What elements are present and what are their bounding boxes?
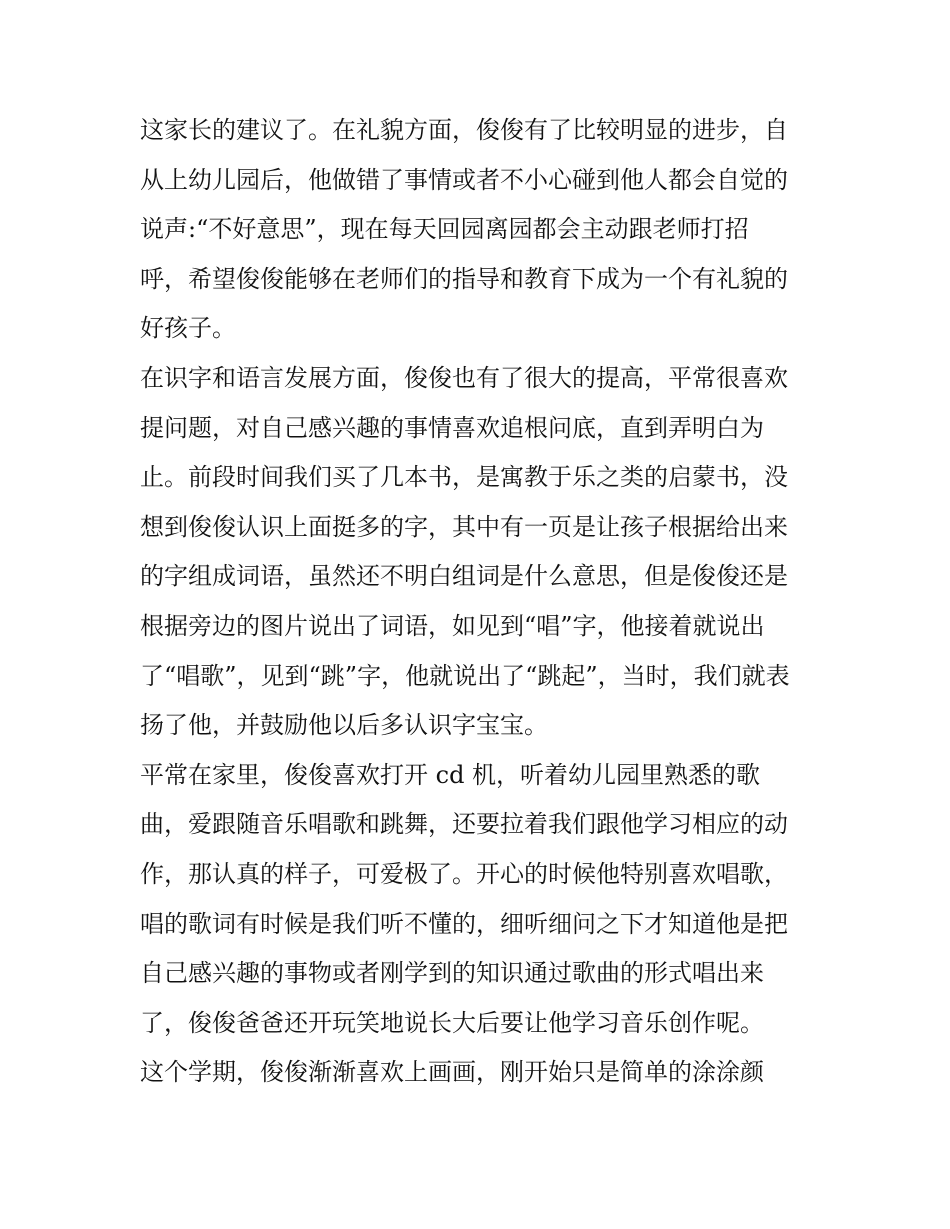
text-line: 止。前段时间我们买了几本书，是寓教于乐之类的启蒙书，没 — [140, 463, 788, 492]
text-line: 了“唱歌”，见到“跳”字，他就说出了“跳起”，当时，我们就表 — [140, 661, 790, 690]
text-line: 说声:“不好意思”，现在每天回园离园都会主动跟老师打招 — [140, 215, 749, 244]
text-line: 的字组成词语，虽然还不明白组词是什么意思，但是俊俊还是 — [140, 562, 788, 591]
text-line: 唱的歌词有时候是我们听不懂的，细听细问之下才知道他是把 — [140, 909, 788, 938]
text-line: 作，那认真的样子，可爱极了。开心的时候他特别喜欢唱歌， — [140, 859, 788, 888]
text-line: 想到俊俊认识上面挺多的字，其中有一页是让孩子根据给出来 — [140, 512, 788, 541]
document-body — [140, 106, 830, 1098]
text-line: 了，俊俊爸爸还开玩笑地说长大后要让他学习音乐创作呢。 — [140, 1008, 764, 1037]
text-line: 在识字和语言发展方面，俊俊也有了很大的提高，平常很喜欢 — [140, 363, 788, 392]
text-line: 平常在家里，俊俊喜欢打开 cd 机，听着幼儿园里熟悉的歌 — [140, 760, 761, 789]
text-line: 根据旁边的图片说出了词语，如见到“唱”字，他接着就说出 — [140, 611, 765, 640]
text-line: 这家长的建议了。在礼貌方面，俊俊有了比较明显的进步，自 — [140, 116, 788, 144]
text-line: 曲，爱跟随音乐唱歌和跳舞，还要拉着我们跟他学习相应的动 — [140, 810, 788, 839]
text-line: 这个学期，俊俊渐渐喜欢上画画，刚开始只是简单的涂涂颜 — [140, 1058, 764, 1087]
text-line: 扬了他，并鼓励他以后多认识字宝宝。 — [140, 711, 548, 740]
text-line: 好孩子。 — [140, 314, 236, 343]
text-line: 提问题，对自己感兴趣的事情喜欢追根问底，直到弄明白为 — [140, 413, 764, 442]
text-line: 从上幼儿园后，他做错了事情或者不小心碰到他人都会自觉的 — [140, 165, 788, 194]
text-line: 自己感兴趣的事物或者刚学到的知识通过歌曲的形式唱出来 — [140, 959, 764, 988]
text-line: 呼，希望俊俊能够在老师们的指导和教育下成为一个有礼貌的 — [140, 264, 788, 293]
